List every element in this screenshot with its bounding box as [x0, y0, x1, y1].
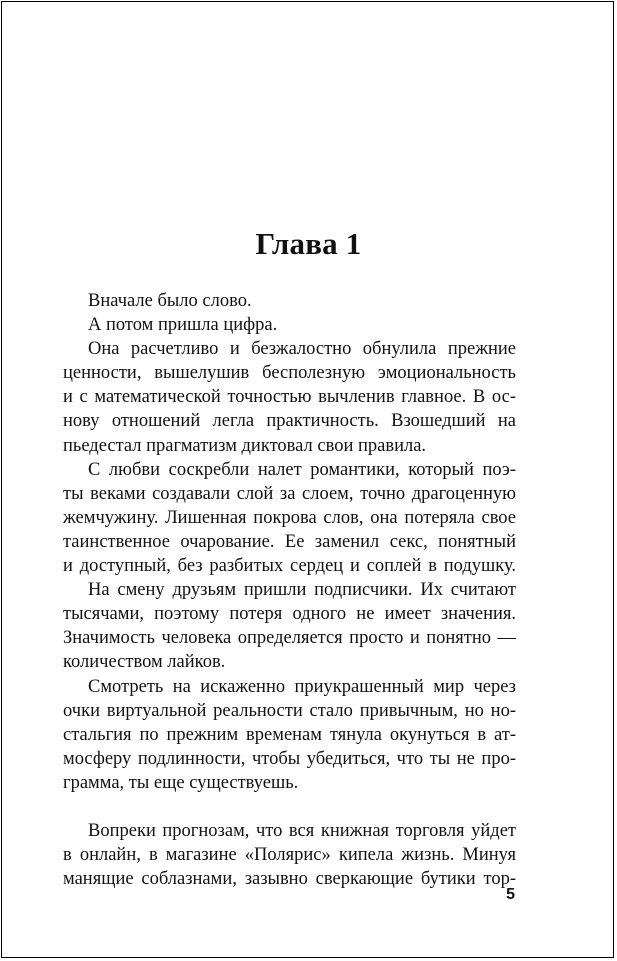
- text-line: Она расчетливо и безжалостно обнулила прежние: [88, 339, 516, 360]
- text-line: грамма, ты еще существуешь.: [63, 772, 299, 793]
- text-line: тысячами, поэтому потеря одного не имеет значения.: [63, 604, 516, 625]
- text-line: ценности, вышелушив бесполезную эмоциональность: [63, 363, 516, 384]
- text-line: А потом пришла цифра.: [88, 315, 278, 336]
- text-line: очки виртуальной реальности стало привычным, но но-: [63, 700, 516, 721]
- text-line: мосферу подлинности, чтобы убедиться, что ты не про-: [63, 748, 516, 769]
- text-line: количеством лайков.: [63, 652, 226, 673]
- text-line: На смену друзьям пришли подписчики. Их считают: [88, 580, 516, 601]
- text-line: таинственное очарование. Ее заменил секс, понятный: [63, 531, 516, 552]
- text-line: Вначале было слово.: [88, 291, 252, 311]
- text-line: и доступный, без разбитых сердец и соплей в подушку.: [63, 556, 516, 577]
- text-line: манящие соблазнами, зазывно сверкающие бутики тор-: [63, 869, 516, 890]
- section-break: [63, 795, 516, 819]
- page-number: 5: [506, 886, 515, 903]
- text-line: Смотреть на искаженно приукрашенный мир через: [88, 676, 516, 697]
- text-line: и с математической точностью вычленив главное. В ос-: [63, 387, 516, 408]
- text-line: ты веками создавали слой за слоем, точно драгоценную: [63, 483, 516, 504]
- text-line: в онлайн, в магазине «Полярис» кипела жизнь. Минуя: [63, 845, 516, 866]
- text-line: пьедестал прагматизм диктовал свои правила.: [63, 435, 427, 456]
- text-line: жемчужину. Лишенная покрова слов, она потеряла свое: [63, 507, 516, 528]
- body-text: [63, 289, 516, 891]
- chapter-title: Глава 1: [255, 226, 362, 261]
- text-line: Значимость человека определяется просто и понятно —: [63, 628, 516, 649]
- text-line: Вопреки прогнозам, что вся книжная торговля уйдет: [88, 820, 516, 841]
- text-line: стальгия по прежним временам тянула окунуться в ат-: [63, 724, 516, 745]
- text-line: С любви соскребли налет романтики, который поэ-: [88, 459, 516, 480]
- text-line: нову отношений легла практичность. Взошедший на: [63, 411, 516, 432]
